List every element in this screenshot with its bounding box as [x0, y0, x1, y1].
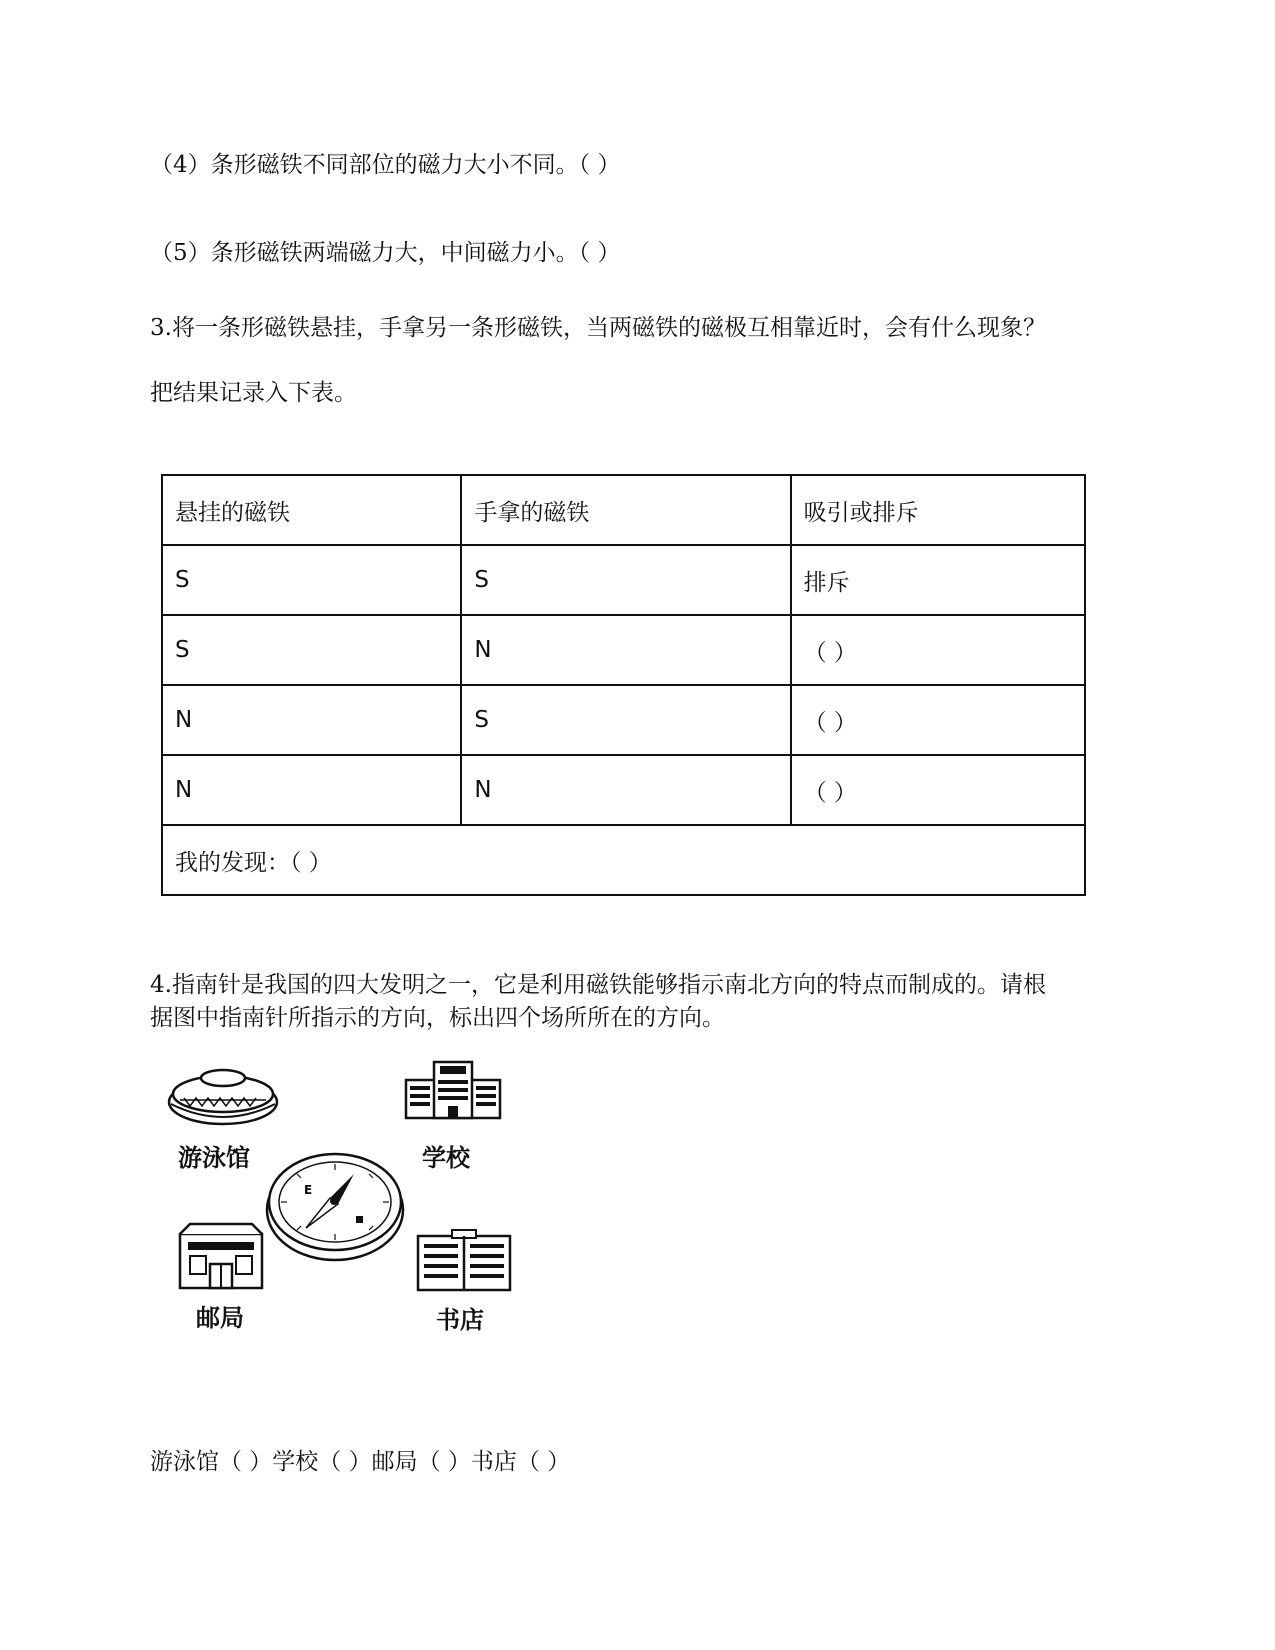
table-header-cell: 手拿的磁铁 — [461, 475, 790, 545]
question-2-item-4: （4）条形磁铁不同部位的磁力大小不同。（ ） — [150, 152, 621, 178]
bookstore-icon — [416, 1228, 512, 1292]
bookstore-label: 书店 — [436, 1305, 484, 1334]
school-building-icon — [404, 1058, 502, 1120]
question-3-prompt-line-1: 3.将一条形磁铁悬挂，手拿另一条形磁铁，当两磁铁的磁极互相靠近时，会有什么现象？ — [150, 315, 1046, 341]
school-label: 学校 — [422, 1143, 470, 1172]
post-office-icon — [178, 1220, 264, 1290]
table-cell: S — [162, 615, 461, 685]
table-cell: S — [461, 685, 790, 755]
table-header-cell: 悬挂的磁铁 — [162, 475, 461, 545]
table-row — [162, 755, 1085, 825]
swimming-pool-icon — [166, 1060, 281, 1128]
table-row — [162, 615, 1085, 685]
table-finding-row — [162, 825, 1085, 895]
table-cell: N — [162, 755, 461, 825]
table-cell: 排斥 — [791, 545, 1085, 615]
table-row — [162, 685, 1085, 755]
finding-cell[interactable]: 我的发现：（ ） — [162, 825, 1085, 895]
table-cell: S — [162, 545, 461, 615]
table-cell: N — [162, 685, 461, 755]
table-header-cell: 吸引或排斥 — [791, 475, 1085, 545]
answer-line[interactable]: 游泳馆（ ）学校（ ）邮局（ ）书店（ ） — [150, 1449, 571, 1475]
question-2-item-5: （5）条形磁铁两端磁力大，中间磁力小。（ ） — [150, 240, 621, 266]
compass-icon — [264, 1146, 406, 1264]
table-cell: S — [461, 545, 790, 615]
table-answer-cell[interactable]: （ ） — [791, 755, 1085, 825]
question-3-prompt-line-2: 把结果记录入下表。 — [150, 380, 357, 406]
magnet-record-table — [161, 474, 1086, 896]
table-cell: N — [461, 755, 790, 825]
table-row — [162, 545, 1085, 615]
question-4-prompt-line-2: 据图中指南针所指示的方向，标出四个场所所在的方向。 — [150, 1005, 725, 1031]
post-office-label: 邮局 — [196, 1303, 244, 1332]
question-4-prompt-line-1: 4.指南针是我国的四大发明之一，它是利用磁铁能够指示南北方向的特点而制成的。请根 — [150, 972, 1046, 998]
table-cell: N — [461, 615, 790, 685]
table-header-row — [162, 475, 1085, 545]
compass-map-figure — [160, 1060, 540, 1400]
table-answer-cell[interactable]: （ ） — [791, 615, 1085, 685]
compass-e-mark: E — [304, 1183, 313, 1197]
table-answer-cell[interactable]: （ ） — [791, 685, 1085, 755]
pool-label: 游泳馆 — [178, 1143, 250, 1172]
